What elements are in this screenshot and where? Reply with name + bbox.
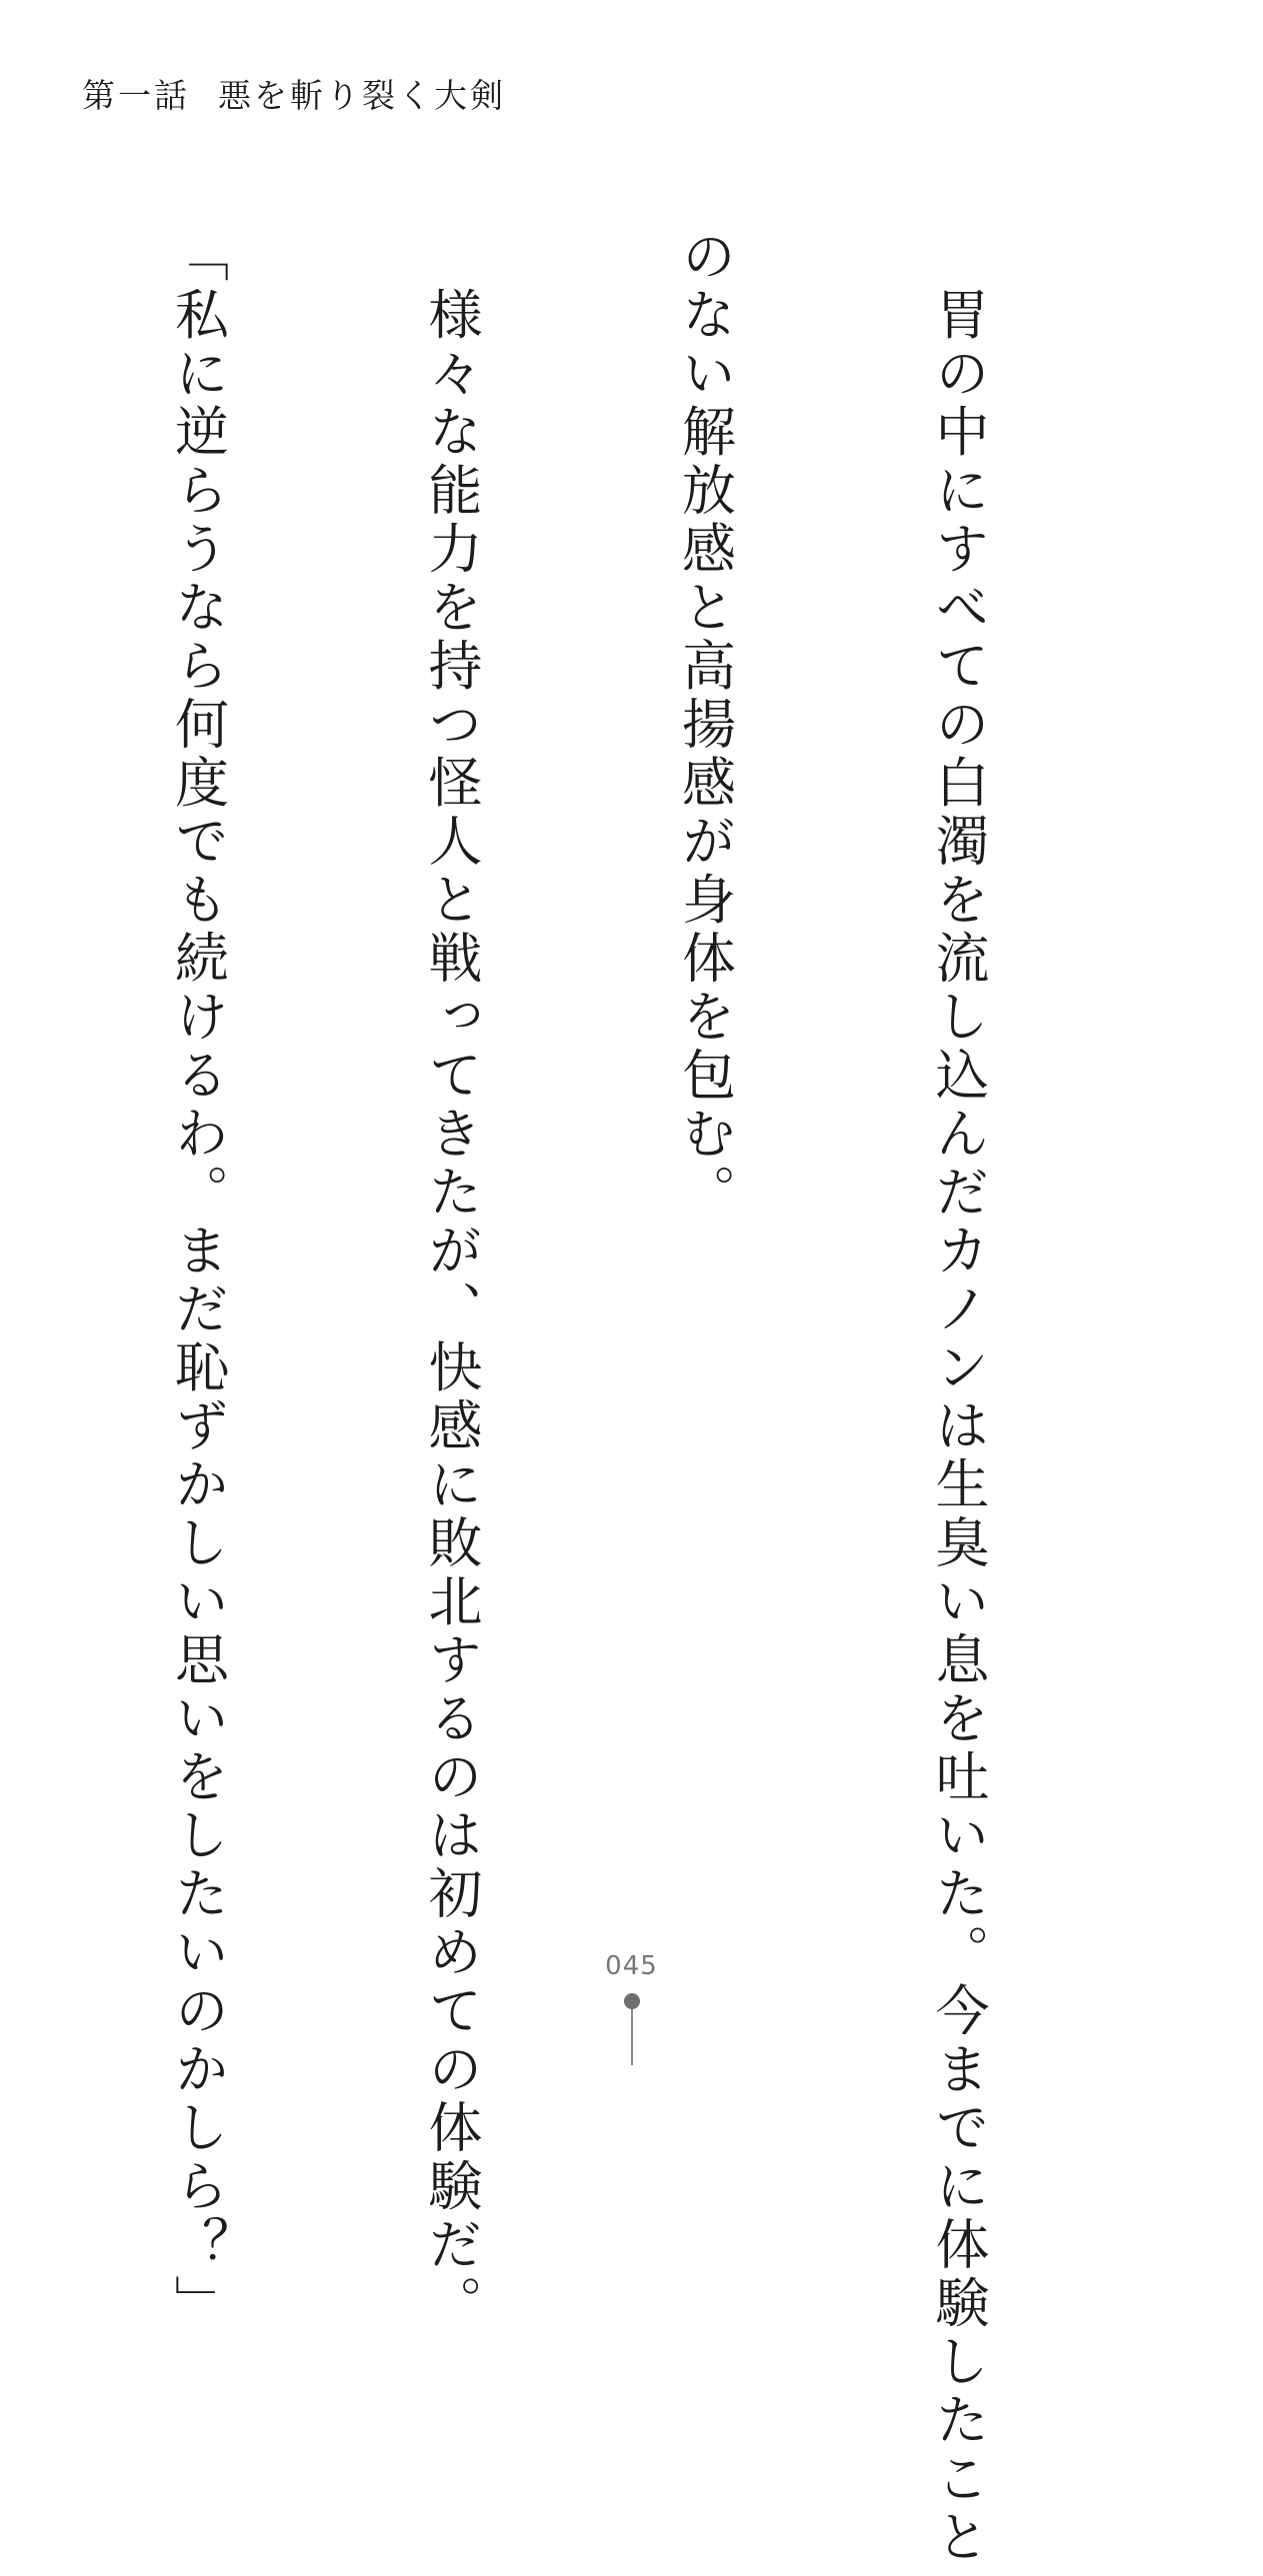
- chapter-title: 悪を斬り裂く大剣: [218, 76, 506, 115]
- page-marker-dot: [624, 1993, 640, 2009]
- running-head: [82, 70, 506, 117]
- text-line: 胃の中にすべての白濁を流し込んだカノンは生臭い息を吐いた。今までに体験したこと: [927, 228, 990, 2567]
- page-marker-line: [631, 2009, 633, 2065]
- text-line: のない解放感と高揚感が身体を包む。: [673, 228, 737, 1223]
- chapter-label: 第一話: [82, 76, 190, 115]
- page-number: 045: [605, 1951, 658, 1981]
- text-line: 「私に逆らうなら何度でも続けるわ。まだ恥ずかしい思いをしたいのかしら？」: [166, 228, 230, 2333]
- text-line: 様々な能力を持つ怪人と戦ってきたが、快感に敗北するのは初めての体験だ。: [420, 228, 483, 2333]
